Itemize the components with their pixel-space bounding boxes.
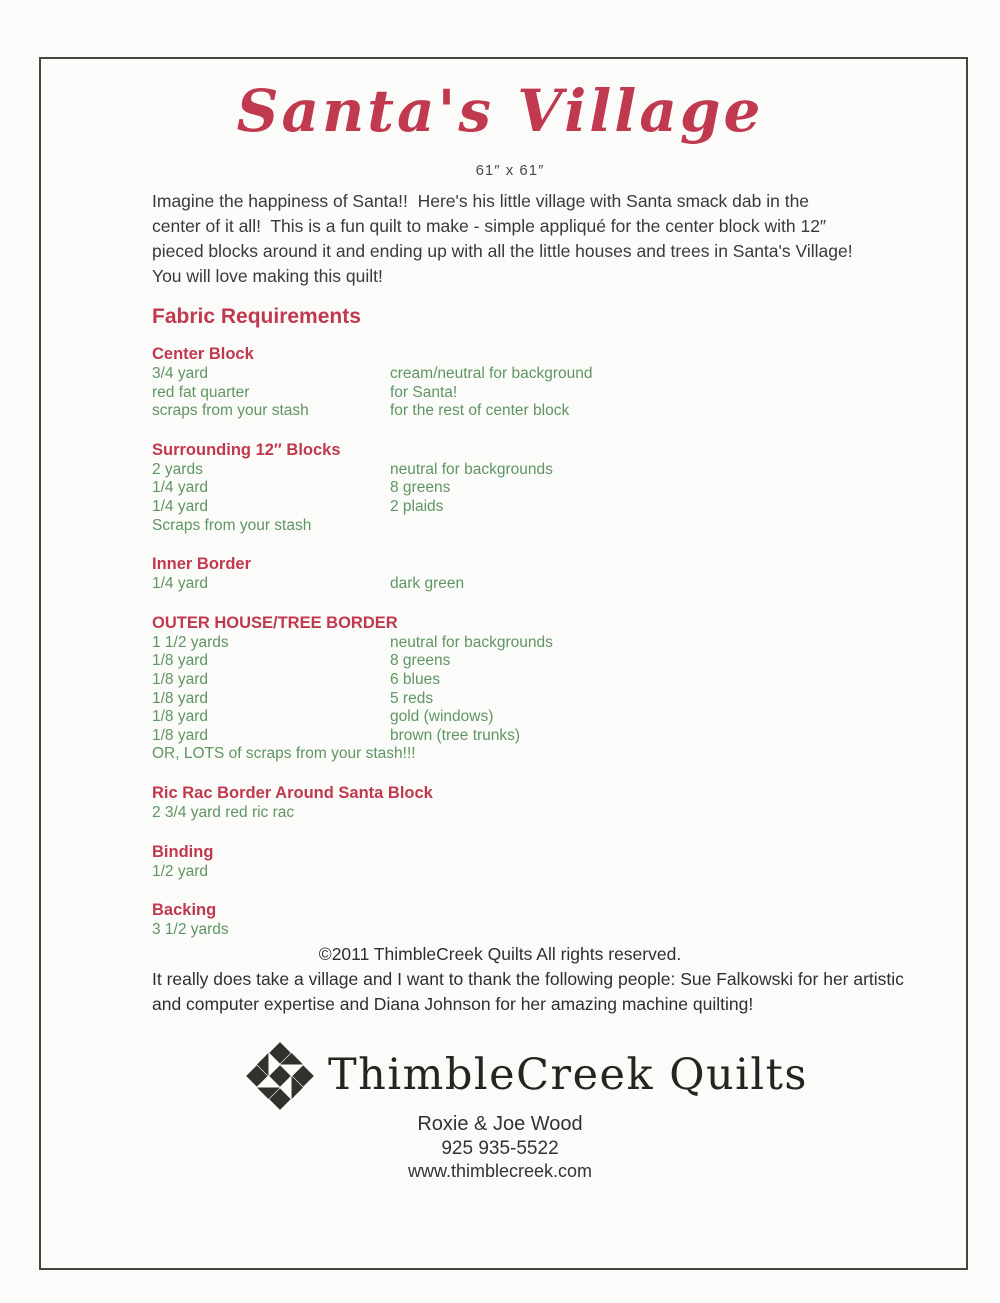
fabric-row (152, 517, 872, 536)
fabric-section-title: Surrounding 12″ Blocks (152, 440, 341, 459)
fabric-description (390, 863, 872, 882)
fabric-description: 8 greens (390, 652, 451, 670)
fabric-section (152, 344, 872, 421)
fabric-section (152, 900, 872, 940)
fabric-description: dark green (390, 575, 465, 593)
fabric-section (152, 842, 872, 882)
fabric-quantity: 1/8 yard (152, 670, 209, 688)
fabric-quantity: red fat quarter (152, 383, 250, 401)
fabric-section-title: Center Block (152, 345, 254, 363)
fabric-quantity: 2 3/4 yard red ric rac (152, 803, 295, 821)
quilt-dimensions: 61″ x 61″ (475, 162, 545, 179)
fabric-section-title: OUTER HOUSE/TREE BORDER (152, 613, 398, 632)
fabric-description: brown (tree trunks) (390, 726, 521, 744)
fabric-description (390, 921, 872, 940)
copyright-line: ©2011 ThimbleCreek Quilts All rights reserved. (318, 944, 682, 964)
fabric-row (152, 575, 872, 594)
thanks-paragraph: It really does take a village and I want to thank the following people: Sue Falkowski for her artistic and computer expertise and Diana Johnson for her amazing machine quilting! (152, 969, 909, 1014)
fabric-row (152, 634, 872, 653)
fabric-description (390, 804, 872, 823)
fabric-quantity: 1/2 yard (152, 862, 209, 880)
title-block (0, 77, 1000, 145)
fabric-sections (152, 344, 872, 940)
thimblecreek-logo (246, 1042, 808, 1115)
fabric-description: 8 greens (390, 479, 451, 497)
fabric-quantity: scraps from your stash (152, 402, 309, 420)
fabric-row (152, 652, 872, 671)
page-title: Santa's Village (236, 77, 764, 145)
owner-names: Roxie & Joe Wood (417, 1113, 583, 1135)
fabric-row (152, 461, 872, 480)
fabric-row (152, 498, 872, 517)
fabric-quantity: 1/8 yard (152, 726, 209, 744)
contact-block (0, 1112, 1000, 1182)
fabric-section (152, 613, 872, 764)
fabric-section (152, 440, 872, 535)
fabric-quantity: 1 1/2 yards (152, 633, 229, 651)
fabric-quantity: 1/4 yard (152, 497, 209, 515)
fabric-quantity: 1/8 yard (152, 652, 209, 670)
fabric-description: 5 reds (390, 689, 434, 707)
fabric-row (152, 671, 872, 690)
fabric-quantity: 3 1/2 yards (152, 921, 229, 939)
fabric-description: gold (windows) (390, 708, 494, 726)
fabric-quantity: OR, LOTS of scraps from your stash!!! (152, 745, 416, 763)
fabric-description: for the rest of center block (390, 402, 570, 420)
fabric-section (152, 554, 872, 594)
fabric-quantity: 1/8 yard (152, 708, 209, 726)
fabric-description: 6 blues (390, 670, 440, 688)
fabric-quantity: 1/4 yard (152, 575, 209, 593)
intro-paragraph: Imagine the happiness of Santa!! Here's his little village with Santa smack dab in the center of it all! This is a fun quilt to make - simple appliqué for the center block with 12″ pieced blocks around it and ending up with all the little houses and trees in Santa's Village! You will love making this quilt! (152, 191, 862, 286)
fabric-row (152, 479, 872, 498)
fabric-description: neutral for backgrounds (390, 633, 553, 651)
fabric-row (152, 921, 872, 940)
fabric-quantity: 1/8 yard (152, 689, 209, 707)
fabric-quantity: 3/4 yard (152, 365, 209, 382)
website-url: www.thimblecreek.com (407, 1161, 593, 1181)
fabric-section-title: Binding (152, 842, 214, 861)
fabric-description: for Santa! (390, 383, 458, 401)
fabric-row (152, 708, 872, 727)
fabric-description (390, 517, 872, 536)
fabric-quantity: 1/4 yard (152, 479, 209, 497)
fabric-row (152, 402, 872, 421)
fabric-requirements-heading: Fabric Requirements (152, 305, 361, 328)
fabric-description (416, 745, 872, 764)
fabric-row (152, 384, 872, 403)
fabric-row (152, 863, 872, 882)
fabric-row (152, 745, 872, 764)
fabric-section-title: Inner Border (152, 555, 252, 574)
fabric-section-title: Ric Rac Border Around Santa Block (152, 783, 433, 802)
fabric-section-title: Backing (152, 901, 217, 920)
logo-wordmark: ThimbleCreek Quilts (328, 1050, 808, 1100)
fabric-row (152, 365, 872, 384)
fabric-row (152, 804, 872, 823)
fabric-quantity: 2 yards (152, 460, 203, 478)
fabric-section (152, 783, 872, 823)
fabric-description: cream/neutral for background (390, 365, 593, 382)
phone-number: 925 935-5522 (441, 1138, 559, 1159)
fabric-description: 2 plaids (390, 497, 444, 515)
quilt-block-logo-icon (246, 1042, 314, 1115)
fabric-row (152, 690, 872, 709)
fabric-row (152, 727, 872, 746)
fabric-quantity: Scraps from your stash (152, 516, 312, 534)
fabric-description: neutral for backgrounds (390, 460, 553, 478)
